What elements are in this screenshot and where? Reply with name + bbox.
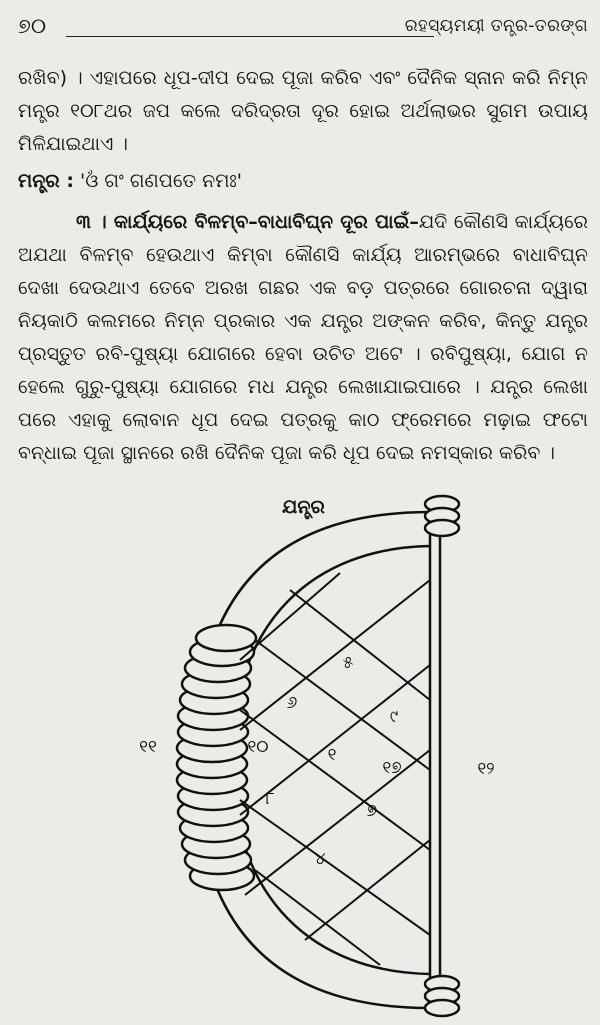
intro-paragraph: ରଖିବ) । ଏହାପରେ ଧୂପ-ଦୀପ ଦେଇ ପୂଜା କରିବ ଏବଂ ଦୈନିକ ସ୍ନାନ କରି ନିମ୍ନ ମନ୍ତ୍ର ୧୦୮ଥର ଜପ କଲେ ଦରିଦ୍ରତା ଦୂର ହୋଇ ଅର୍ଥଲାଭର ସୁଗମ ଉପାୟ ମିଳିଯାଇଥାଏ । <box>18 67 588 155</box>
yantra-diagram <box>0 490 600 1025</box>
section-paragraph <box>18 206 588 470</box>
yantra-number-bottom: ୪ <box>314 849 326 869</box>
mantra-text: 'ଓଁ ଗଂ ଗଣପତେ ନମଃ' <box>79 170 243 192</box>
yantra-number-upper-right: ୯ <box>389 707 399 727</box>
yantra-number-lower-left: ୮ <box>265 789 275 809</box>
yantra-number-right-mid: ୧୭ <box>382 758 402 778</box>
running-title: ରହସ୍ୟମୟୀ ତନ୍ତ୍ର-ତରଙ୍ଗ <box>404 16 588 36</box>
section-heading: ୩ । କାର୍ଯ୍ୟରେ ବିଳମ୍ବ–ବାଧାବିଘ୍ନ ଦୂର ପାଇଁ– <box>76 211 419 233</box>
yantra-number-lower-right: ୭ <box>366 801 378 821</box>
mantra-label: ମନ୍ତ୍ର : <box>18 170 74 192</box>
yantra-number-outer-left: ୧୧ <box>139 737 157 757</box>
yantra-label: ଯନ୍ତ୍ର <box>282 496 325 518</box>
header-rule <box>66 36 434 37</box>
page-header <box>0 0 600 50</box>
yantra-number-center: ୧ <box>327 745 337 765</box>
yantra-number-upper-left: ୬ <box>286 693 298 713</box>
yantra-number-left-mid: ୧୦ <box>247 737 269 757</box>
yantra-bottom-knob <box>425 976 459 1016</box>
yantra-number-top: ୫ <box>342 653 354 673</box>
section-text: ଯଦି କୌଣସି କାର୍ଯ୍ୟରେ ଅଯଥା ବିଳମ୍ବ ହେଉଥାଏ କିମ୍ବା କୌଣସି କାର୍ଯ୍ୟ ଆରମ୍ଭରେ ବାଧାବିଘ୍ନ ଦେଖା ଦେଉଥାଏ ତେବେ ଅରଖ ଗଛର ଏକ ବଡ଼ ପତ୍ରରେ ଗୋରଚନା ଦ୍ୱାରା ନିୟକାଠି କଲମରେ ନିମ୍ନ ପ୍ରକାର ଏକ ଯନ୍ତ୍ର ଅଙ୍କନ କରିବ, କିନ୍ତୁ ଯନ୍ତ୍ର ପ୍ରସ୍ତୁତ ରବି-ପୁଷ୍ୟା ଯୋଗରେ ହେବା ଉଚିତ ଅଟେ । ରବିପୁଷ୍ୟା, ଯୋଗ ନ ହେଲେ ଗୁରୁ-ପୁଷ୍ୟା ଯୋଗରେ ମଧ ଯନ୍ତ୍ର ଲେଖାଯାଇପାରେ । ଯନ୍ତ୍ର ଲେଖା ପରେ ଏହାକୁ ଲୋବାନ ଧୂପ ଦେଇ ପତ୍ରକୁ କାଠ ଫ୍ରେମରେ ମଢ଼ାଇ ଫଟୋ ବନ୍ଧାଇ ପୂଜା ସ୍ଥାନରେ ରଖି ଦୈନିକ ପୂଜା କରି ଧୂପ ଦେଇ ନମସ୍କାର କରିବ । <box>18 211 588 464</box>
mantra-line <box>18 165 588 198</box>
yantra-handle <box>177 625 256 890</box>
page-number: ୭୦ <box>18 14 47 38</box>
body-text <box>18 62 588 470</box>
yantra-number-outer-right: ୧୨ <box>477 759 495 779</box>
yantra-top-knob <box>425 496 459 536</box>
